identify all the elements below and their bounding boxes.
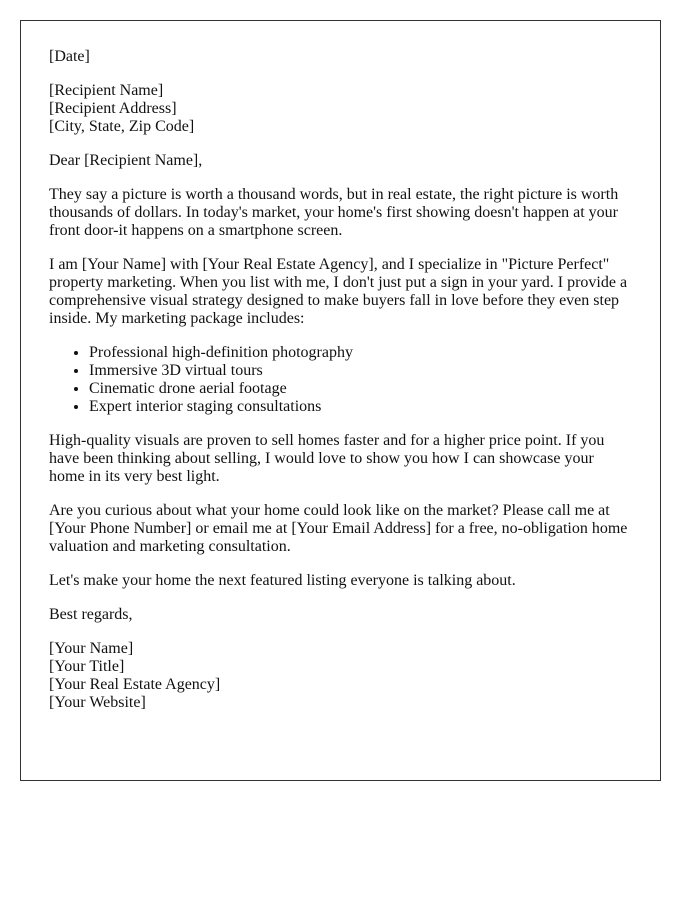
letter-document — [20, 20, 661, 781]
benefits-paragraph: High-quality visuals are proven to sell homes faster and for a higher price point. If you have been thinking about selling, I would love to show you how I can showcase your home in its very best light. — [49, 432, 605, 485]
closing-statement-paragraph: Let's make your home the next featured listing everyone is talking about. — [49, 572, 516, 589]
marketing-package-list — [49, 344, 632, 416]
sender-title: [Your Title] — [49, 658, 125, 675]
intro-paragraph: They say a picture is worth a thousand words, but in real estate, the right picture is worth thousands of dollars. In today's market, your home's first showing doesn't happen at your front door-it happens on a smartphone screen. — [49, 186, 619, 239]
salutation: Dear [Recipient Name], — [49, 152, 203, 169]
recipient-name: [Recipient Name] — [49, 82, 164, 99]
recipient-address: [Recipient Address] — [49, 100, 177, 117]
recipient-address-block — [49, 82, 632, 136]
list-item: • Cinematic drone aerial footage — [89, 380, 632, 398]
list-item: • Immersive 3D virtual tours — [89, 362, 632, 380]
signature-block — [49, 640, 632, 712]
date-line — [49, 48, 632, 66]
recipient-city-state-zip: [City, State, Zip Code] — [49, 118, 195, 135]
list-item: • Expert interior staging consultations — [89, 398, 632, 416]
list-item: • Professional high-definition photography — [89, 344, 632, 362]
date: [Date] — [49, 48, 90, 65]
agent-intro-paragraph: I am [Your Name] with [Your Real Estate Agency], and I specialize in "Picture Perfect" property marketing. When you list with me, I don't just put a sign in your yard. I provide a comprehensive visual strategy designed to make buyers fall in love before they even step inside. My marketing package includes: — [49, 256, 628, 327]
sender-agency: [Your Real Estate Agency] — [49, 676, 221, 693]
closing: Best regards, — [49, 606, 133, 623]
sender-name: [Your Name] — [49, 640, 134, 657]
sender-website: [Your Website] — [49, 694, 146, 711]
call-to-action-paragraph: Are you curious about what your home could look like on the market? Please call me at [Your Phone Number] or email me at [Your Email Address] for a free, no-obligation home valuation and marketing consultation. — [49, 502, 628, 555]
